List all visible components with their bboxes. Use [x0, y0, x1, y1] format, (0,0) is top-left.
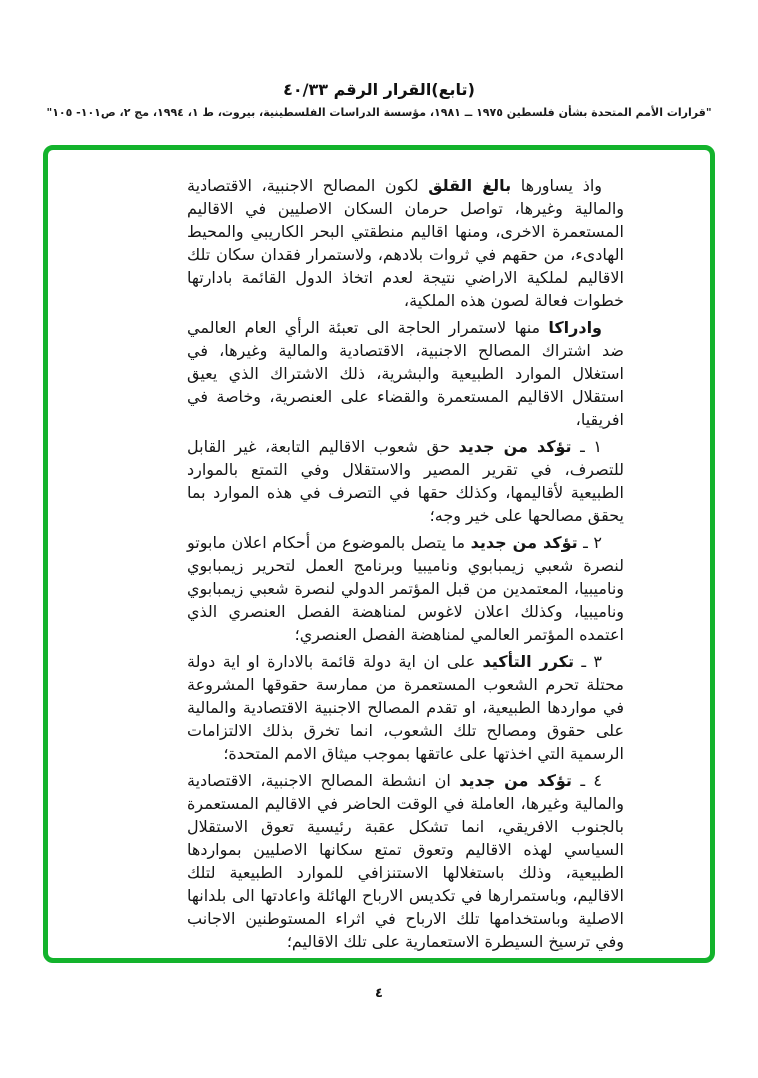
text-run: ٢ ـ	[577, 533, 603, 552]
paragraph	[187, 316, 624, 431]
bold-run: بالغ القلق	[428, 176, 512, 195]
text-run: ما يتصل بالموضوع من أحكام اعلان مابوتو لنصرة شعبي زيمبابوي وناميبيا وبرنامج العمل لتحرير زيمبابوي وناميبيا، المعتمدين من قبل المؤتمر الدولي لنصرة شعبي زيمبابوي وناميبيا، وكذلك اعلان لاغوس لمناهضة الفصل العنصري الذي اعتمده المؤتمر العالمي لمناهضة الفصل العنصري؛	[187, 533, 624, 644]
text-run: على ان اية دولة قائمة بالادارة او اية دولة محتلة تحرم الشعوب المستعمرة من ممارسة حقوقها المشروعة في مواردها الطبيعية، او تقدم المصالح الاجنبية الاقتصادية والمالية على حقوق ومصالح تلك الشعوب، انما تخرق بذلك الالتزامات الرسمية التي اخذتها على عاتقها بموجب ميثاق الامم المتحدة؛	[187, 652, 624, 763]
page-number: ٤	[375, 986, 383, 1001]
content-border-box	[43, 145, 715, 963]
paragraph	[187, 769, 624, 953]
bold-run: تؤكد من جديد	[470, 533, 578, 552]
bold-run: تؤكد من جديد	[459, 771, 572, 790]
text-run: ٤ ـ	[571, 771, 602, 790]
paragraph	[187, 531, 624, 646]
resolution-text	[187, 174, 624, 957]
text-run: حق شعوب الاقاليم التابعة، غير القابل للتصرف، في تقرير المصير والاستقلال وفي التمتع بالموارد الطبيعية لأقاليمها، وكذلك حقها في التصرف في هذه الموارد بما يحقق مصالحها على خير وجه؛	[187, 437, 624, 525]
text-run: ٣ ـ	[573, 652, 602, 671]
text-run: ١ ـ	[571, 437, 603, 456]
bold-run: وادراكا	[548, 318, 602, 337]
bold-run: تكرر التأكيد	[482, 652, 574, 671]
paragraph	[187, 435, 624, 527]
page-title: (تابع)القرار الرقم ٤٠/٣٣	[283, 80, 475, 99]
source-citation: "قرارات الأمم المتحدة بشأن فلسطين ١٩٧٥ ــ ١٩٨١، مؤسسة الدراسات الفلسطينية، بيروت، ط ١، ١٩٩٤، مج ٢، ص١٠١- ١٠٥"	[46, 106, 712, 119]
paragraph	[187, 174, 624, 312]
text-run: لكون المصالح الاجنبية، الاقتصادية والمالية وغيرها، تواصل حرمان السكان الاصليين في الاقاليم المستعمرة الاخرى، ومنها اقاليم منطقتي البحر الكاريبي والمحيط الهادىء، من حقهم في ثروات بلادهم، ولاستمرار فقدان سكان تلك الاقاليم لملكية الاراضي نتيجة لعدم اتخاذ الدول القائمة بادارتها خطوات فعالة لصون هذه الملكية،	[187, 176, 624, 310]
text-run: منها لاستمرار الحاجة الى تعبئة الرأي العام العالمي ضد اشتراك المصالح الاجنبية، الاقتصادية والمالية وغيرها، في استغلال الموارد الطبيعية والبشرية، ذلك الاشتراك الذي يعيق استقلال الاقاليم المستعمرة والقضاء على العنصرية، وخاصة في افريقيا،	[187, 318, 624, 429]
bold-run: تؤكد من جديد	[458, 437, 572, 456]
text-run: واذ يساورها	[511, 176, 603, 195]
paragraph	[187, 650, 624, 765]
text-run: ان انشطة المصالح الاجنبية، الاقتصادية والمالية وغيرها، العاملة في الوقت الحاضر في الاقاليم المستعمرة بالجنوب الافريقي، انما تشكل عقبة رئيسية تعوق الاستقلال السياسي لهذه الاقاليم وتعوق تمتع سكانها الاصليين بمواردها الطبيعية، وذلك باستغلالها الاستنزافي للموارد الطبيعية لتلك الاقاليم، وباستمرارها في تكديس الارباح الهائلة واعادتها الى بلدانها الاصلية وباستخدامها تلك الارباح في اثراء المستوطنين الاجانب وفي ترسيخ السيطرة الاستعمارية على تلك الاقاليم؛	[187, 771, 624, 951]
